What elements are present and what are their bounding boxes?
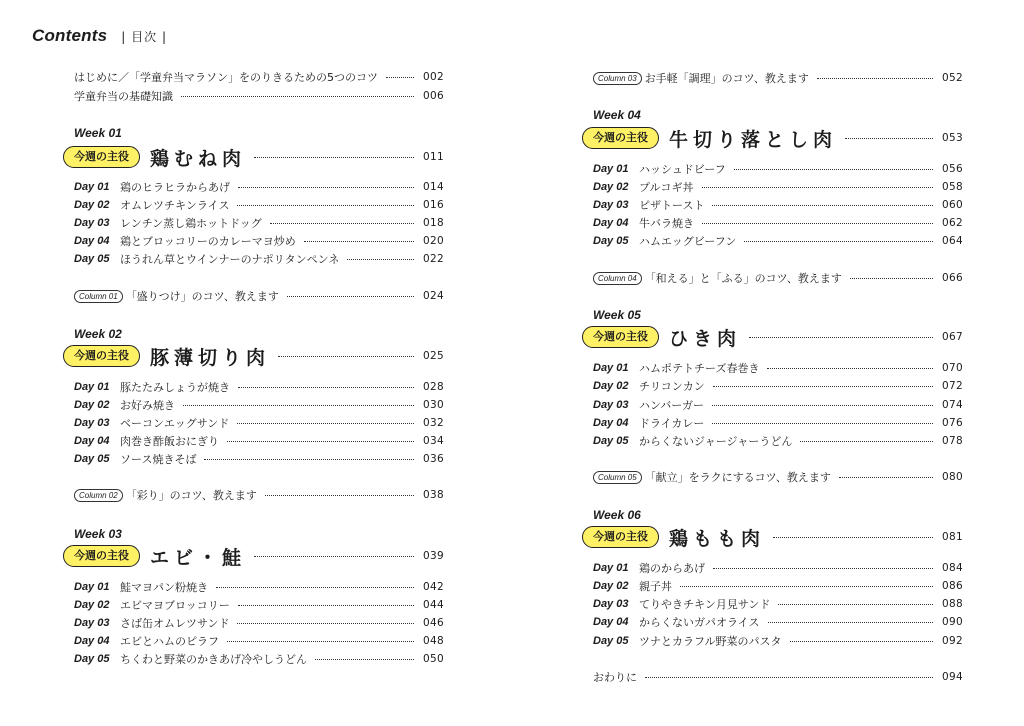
day-label: Day 05: [593, 435, 629, 447]
entry-title: 「彩り」のコツ、教えます: [125, 489, 257, 502]
day-entry[interactable]: [74, 216, 444, 230]
dot-leader: [712, 405, 933, 406]
page-number: 011: [423, 151, 444, 163]
dot-leader: [734, 169, 933, 170]
dot-leader: [768, 622, 933, 623]
day-label: Day 05: [74, 453, 110, 465]
dot-leader: [702, 223, 933, 224]
column-entry[interactable]: [74, 488, 444, 502]
day-label: Day 04: [74, 635, 110, 647]
day-entry[interactable]: [74, 616, 444, 630]
day-entry[interactable]: [74, 580, 444, 594]
entry-title: チリコンカン: [639, 380, 705, 393]
dot-leader: [712, 205, 933, 206]
day-entry[interactable]: [74, 380, 444, 394]
dot-leader: [304, 241, 414, 242]
entry-title: オムレツチキンライス: [120, 199, 230, 212]
day-entry[interactable]: [593, 234, 963, 248]
page-number: 038: [423, 489, 444, 501]
entry-title: 「和える」と「ふる」のコツ、教えます: [644, 272, 842, 285]
entry-title: ベーコンエッグサンド: [120, 417, 230, 430]
page-number: 060: [942, 199, 963, 211]
day-entry[interactable]: [593, 416, 963, 430]
day-entry[interactable]: [593, 579, 963, 593]
day-label: Day 02: [74, 399, 110, 411]
page-number: 080: [942, 471, 963, 483]
week-main-title: 鶏むね肉: [150, 147, 247, 170]
page-number: 025: [423, 350, 444, 362]
day-label: Day 03: [593, 199, 629, 211]
day-label: Day 01: [74, 581, 110, 593]
day-entry[interactable]: [74, 598, 444, 612]
dot-leader: [237, 205, 414, 206]
day-label: Day 01: [74, 381, 110, 393]
day-label: Day 01: [74, 181, 110, 193]
day-entry[interactable]: [593, 561, 963, 575]
page-number: 081: [942, 531, 963, 543]
dot-leader: [254, 556, 414, 557]
dot-leader: [712, 423, 933, 424]
day-label: Day 03: [74, 617, 110, 629]
column-entry[interactable]: [593, 271, 963, 285]
dot-leader: [845, 138, 933, 139]
dot-leader: [347, 259, 414, 260]
entry-title: おわりに: [593, 671, 637, 684]
entry-title: ドライカレー: [639, 417, 705, 430]
page-number: 050: [423, 653, 444, 665]
page-number: 092: [942, 635, 963, 647]
page-number: 052: [942, 72, 963, 84]
page-number: 024: [423, 290, 444, 302]
day-entry[interactable]: [74, 252, 444, 266]
page-number: 088: [942, 598, 963, 610]
entry-title: ハムエッグビーフン: [639, 235, 737, 248]
week-main-title: ひき肉: [669, 327, 742, 350]
day-entry[interactable]: [593, 162, 963, 176]
dot-leader: [749, 337, 933, 338]
entry-title: ピザトースト: [639, 199, 705, 212]
entry-title: ちくわと野菜のかきあげ冷やしうどん: [120, 653, 307, 666]
page-number: 020: [423, 235, 444, 247]
entry-title: お好み焼き: [120, 399, 175, 412]
day-label: Day 01: [593, 163, 629, 175]
page-number: 058: [942, 181, 963, 193]
week-label: Week 01: [74, 126, 122, 140]
page-number: 039: [423, 550, 444, 562]
page-number: 086: [942, 580, 963, 592]
entry-title: 鶏とブロッコリーのカレーマヨ炒め: [120, 235, 296, 248]
page-number: 044: [423, 599, 444, 611]
page-number: 014: [423, 181, 444, 193]
column-badge: Column 05: [593, 471, 642, 484]
dot-leader: [270, 223, 414, 224]
day-entry[interactable]: [593, 216, 963, 230]
toc-entry-intro[interactable]: [74, 70, 444, 84]
dot-leader: [254, 157, 414, 158]
day-label: Day 02: [593, 380, 629, 392]
page-number: 046: [423, 617, 444, 629]
header-title-ja: | 目次 |: [121, 30, 167, 44]
page-number: 062: [942, 217, 963, 229]
page-number: 028: [423, 381, 444, 393]
dot-leader: [645, 677, 933, 678]
day-entry[interactable]: [593, 615, 963, 629]
dot-leader: [744, 241, 933, 242]
day-entry[interactable]: [74, 180, 444, 194]
week-main-entry[interactable]: [582, 322, 963, 352]
entry-title: からくないジャージャーうどん: [639, 435, 793, 448]
theme-badge: 今週の主役: [582, 326, 659, 348]
day-entry[interactable]: [593, 634, 963, 648]
day-label: Day 05: [593, 635, 629, 647]
day-label: Day 04: [74, 235, 110, 247]
day-label: Day 03: [593, 598, 629, 610]
toc-entry-outro[interactable]: [593, 670, 963, 684]
dot-leader: [204, 459, 414, 460]
header-title-en: Contents: [32, 26, 108, 45]
theme-badge: 今週の主役: [582, 526, 659, 548]
day-entry[interactable]: [74, 398, 444, 412]
entry-title: ほうれん草とウインナーのナポリタンペンネ: [120, 253, 340, 266]
week-main-title: 牛切り落とし肉: [669, 128, 838, 151]
day-label: Day 02: [74, 599, 110, 611]
dot-leader: [278, 356, 414, 357]
dot-leader: [238, 187, 414, 188]
dot-leader: [790, 641, 933, 642]
day-entry[interactable]: [593, 597, 963, 611]
dot-leader: [702, 187, 933, 188]
day-entry[interactable]: [74, 434, 444, 448]
entry-title: からくないガパオライス: [639, 616, 760, 629]
dot-leader: [713, 386, 933, 387]
entry-title: さば缶オムレツサンド: [120, 617, 230, 630]
entry-title: はじめに／「学童弁当マラソン」をのりきるための5つのコツ: [74, 71, 378, 84]
day-label: Day 01: [593, 562, 629, 574]
page-number: 048: [423, 635, 444, 647]
week-main-entry[interactable]: [582, 123, 963, 153]
dot-leader: [817, 78, 933, 79]
page-number: 042: [423, 581, 444, 593]
dot-leader: [850, 278, 933, 279]
day-entry[interactable]: [593, 398, 963, 412]
day-entry[interactable]: [593, 434, 963, 448]
day-entry[interactable]: [74, 634, 444, 648]
column-badge: Column 02: [74, 489, 123, 502]
entry-title: 鶏のヒラヒラからあげ: [120, 181, 230, 194]
dot-leader: [237, 423, 414, 424]
page-number: 078: [942, 435, 963, 447]
theme-badge: 今週の主役: [63, 545, 140, 567]
dot-leader: [800, 441, 933, 442]
entry-title: 豚たたみしょうが焼き: [120, 381, 230, 394]
page-number: 070: [942, 362, 963, 374]
week-main-entry[interactable]: [63, 142, 444, 172]
page-number: 084: [942, 562, 963, 574]
day-entry[interactable]: [74, 198, 444, 212]
day-label: Day 05: [593, 235, 629, 247]
day-entry[interactable]: [593, 361, 963, 375]
day-entry[interactable]: [593, 379, 963, 393]
entry-title: プルコギ丼: [639, 181, 694, 194]
column-entry[interactable]: [74, 289, 444, 303]
week-main-title: 豚薄切り肉: [150, 346, 271, 369]
page-number: 030: [423, 399, 444, 411]
entry-title: 肉巻き酢飯おにぎり: [120, 435, 219, 448]
page-number: 053: [942, 132, 963, 144]
column-badge: Column 04: [593, 272, 642, 285]
day-label: Day 03: [593, 399, 629, 411]
page-number: 056: [942, 163, 963, 175]
day-entry[interactable]: [74, 452, 444, 466]
theme-badge: 今週の主役: [582, 127, 659, 149]
column-badge: Column 03: [593, 72, 642, 85]
entry-title: ハンバーガー: [639, 399, 705, 412]
entry-title: ソース焼きそば: [120, 453, 197, 466]
entry-title: てりやきチキン月見サンド: [639, 598, 771, 611]
page-number: 066: [942, 272, 963, 284]
week-main-entry[interactable]: [63, 541, 444, 571]
entry-title: 親子丼: [639, 580, 672, 593]
dot-leader: [773, 537, 933, 538]
entry-title: 学童弁当の基礎知識: [74, 90, 173, 103]
dot-leader: [265, 495, 414, 496]
day-entry[interactable]: [74, 652, 444, 666]
entry-title: 牛バラ焼き: [639, 217, 694, 230]
day-label: Day 04: [593, 217, 629, 229]
page-number: 002: [423, 71, 444, 83]
entry-title: 「献立」をラクにするコツ、教えます: [644, 471, 831, 484]
toc-entry-basics[interactable]: [74, 89, 444, 103]
page-number: 036: [423, 453, 444, 465]
day-label: Day 05: [74, 653, 110, 665]
week-label: Week 05: [593, 308, 641, 322]
page-number: 076: [942, 417, 963, 429]
entry-title: ハムポテトチーズ春巻き: [639, 362, 760, 375]
page-number: 016: [423, 199, 444, 211]
entry-title: お手軽「調理」のコツ、教えます: [644, 72, 809, 85]
dot-leader: [767, 368, 933, 369]
dot-leader: [181, 96, 414, 97]
day-label: Day 03: [74, 417, 110, 429]
page-number: 094: [942, 671, 963, 683]
theme-badge: 今週の主役: [63, 146, 140, 168]
page-number: 006: [423, 90, 444, 102]
dot-leader: [237, 623, 414, 624]
day-label: Day 05: [74, 253, 110, 265]
dot-leader: [227, 441, 414, 442]
page-number: 018: [423, 217, 444, 229]
day-label: Day 04: [74, 435, 110, 447]
dot-leader: [315, 659, 414, 660]
dot-leader: [287, 296, 414, 297]
page-number: 022: [423, 253, 444, 265]
contents-header: [32, 26, 167, 46]
dot-leader: [183, 405, 414, 406]
dot-leader: [238, 605, 414, 606]
week-label: Week 06: [593, 508, 641, 522]
entry-title: レンチン蒸し鶏ホットドッグ: [120, 217, 262, 230]
week-main-entry[interactable]: [582, 522, 963, 552]
week-label: Week 02: [74, 327, 122, 341]
page-number: 090: [942, 616, 963, 628]
day-label: Day 02: [593, 580, 629, 592]
page-number: 064: [942, 235, 963, 247]
theme-badge: 今週の主役: [63, 345, 140, 367]
dot-leader: [386, 77, 414, 78]
day-label: Day 02: [593, 181, 629, 193]
page-number: 034: [423, 435, 444, 447]
dot-leader: [778, 604, 933, 605]
dot-leader: [839, 477, 933, 478]
entry-title: エビとハムのピラフ: [120, 635, 219, 648]
day-entry[interactable]: [74, 416, 444, 430]
column-entry[interactable]: [593, 470, 963, 484]
page-number: 074: [942, 399, 963, 411]
page-number: 067: [942, 331, 963, 343]
dot-leader: [713, 568, 933, 569]
dot-leader: [680, 586, 933, 587]
week-main-entry[interactable]: [63, 341, 444, 371]
entry-title: ツナとカラフル野菜のパスタ: [639, 635, 782, 648]
week-label: Week 04: [593, 108, 641, 122]
day-label: Day 01: [593, 362, 629, 374]
day-label: Day 04: [593, 417, 629, 429]
day-entry[interactable]: [593, 198, 963, 212]
page-number: 072: [942, 380, 963, 392]
entry-title: 鶏のからあげ: [639, 562, 705, 575]
day-label: Day 04: [593, 616, 629, 628]
entry-title: エビマヨブロッコリー: [120, 599, 230, 612]
week-main-title: 鶏もも肉: [669, 527, 766, 550]
week-main-title: エビ・鮭: [150, 546, 247, 569]
day-entry[interactable]: [74, 234, 444, 248]
dot-leader: [216, 587, 414, 588]
day-label: Day 02: [74, 199, 110, 211]
day-label: Day 03: [74, 217, 110, 229]
week-label: Week 03: [74, 527, 122, 541]
entry-title: 鮭マヨパン粉焼き: [120, 581, 208, 594]
column-entry[interactable]: [593, 71, 963, 85]
dot-leader: [227, 641, 414, 642]
column-badge: Column 01: [74, 290, 123, 303]
page-number: 032: [423, 417, 444, 429]
dot-leader: [238, 387, 414, 388]
entry-title: 「盛りつけ」のコツ、教えます: [125, 290, 279, 303]
entry-title: ハッシュドビーフ: [639, 163, 726, 176]
day-entry[interactable]: [593, 180, 963, 194]
